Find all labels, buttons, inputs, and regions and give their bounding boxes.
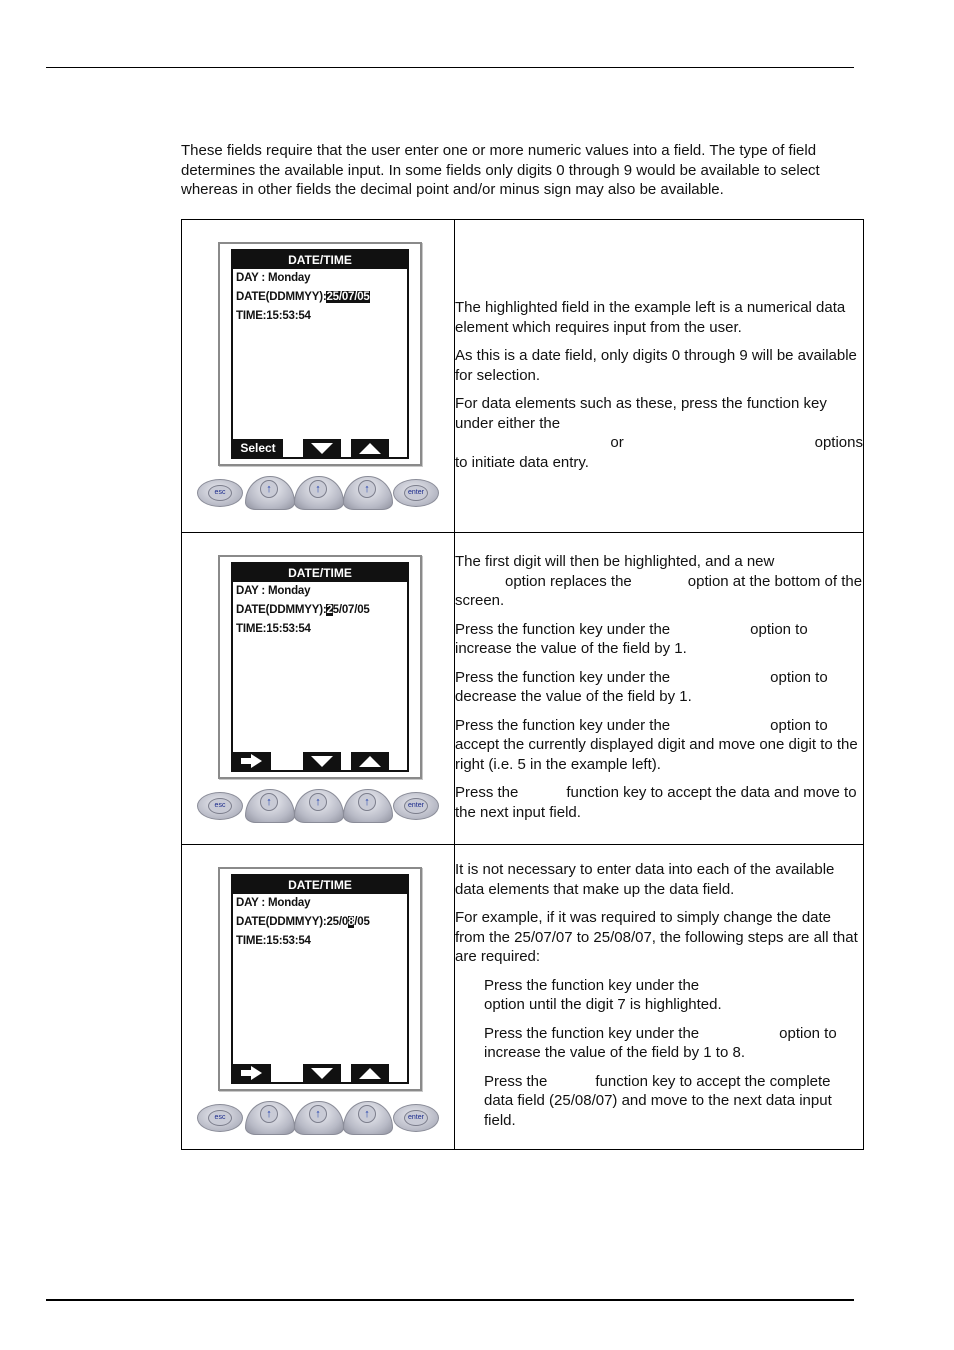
up-arrow-icon: ↑: [358, 793, 376, 811]
paragraph: Press the function key under the option to decrease the value of the field by 1.: [455, 668, 828, 705]
paragraph: For example, if it was required to simply change the date from the 25/07/07 to 25/08/07, the following steps are all that are required:: [455, 909, 858, 965]
date-highlight: 2: [326, 604, 333, 616]
paragraph: Press the function key under the option to increase the value of the field by 1.: [455, 620, 808, 657]
day-line: DAY : Monday: [236, 585, 311, 597]
triangle-up-icon: [351, 439, 389, 457]
esc-key[interactable]: esc: [197, 792, 243, 820]
triangle-down-icon: [303, 439, 341, 457]
up-arrow-icon: ↑: [309, 480, 327, 498]
paragraph: It is not necessary to enter data into each of the available data elements that make up the data field.: [455, 861, 835, 898]
function-key-1[interactable]: [245, 787, 293, 823]
day-line: DAY : Monday: [236, 897, 311, 909]
select-softkey: Select: [233, 439, 283, 457]
time-line: TIME:15:53:54: [236, 935, 311, 947]
triangle-up-icon: [351, 752, 389, 770]
function-key-2[interactable]: [294, 1099, 342, 1135]
paragraph: For data elements such as these, press the function key under either the or options to initiate data entry.: [455, 395, 863, 471]
triangle-down-icon: [303, 1064, 341, 1082]
device-screen: [218, 555, 422, 779]
screen-title: DATE/TIME: [233, 876, 407, 894]
keypad: [197, 787, 439, 825]
paragraph: Press the function key under the option to accept the currently displayed digit and move one digit to the right (i.e. 5 in the example left).: [455, 716, 858, 773]
paragraph: The first digit will then be highlighted, and a new option replaces the option at the bottom of the screen.: [455, 553, 863, 609]
device-illustration-cell: [182, 533, 455, 845]
intro-paragraph: These fields require that the user enter one or more numeric values into a field. The type of field determines the available input. In some fields only digits 0 through 9 would be available to select whereas in other fields the decimal point and/or minus sign may also be available.: [181, 142, 820, 198]
triangle-up-icon: [351, 1064, 389, 1082]
up-arrow-icon: ↑: [309, 793, 327, 811]
date-line: DATE(DDMMYY):25/08/05: [236, 916, 370, 928]
date-highlight: 8: [348, 916, 355, 928]
esc-key[interactable]: esc: [197, 479, 243, 507]
arrow-right-icon: [233, 752, 271, 770]
paragraph: As this is a date field, only digits 0 through 9 will be available for selection.: [455, 347, 857, 384]
device-screen: [218, 867, 422, 1091]
device-illustration: [182, 533, 454, 843]
device-illustration: [182, 845, 454, 1148]
device-illustration-cell: [182, 220, 455, 533]
date-line: DATE(DDMMYY):25/07/05: [236, 291, 370, 303]
instructions-cell: [455, 845, 864, 1150]
function-key-2[interactable]: [294, 474, 342, 510]
device-illustration: [182, 220, 454, 531]
function-key-3[interactable]: [343, 474, 391, 510]
enter-key[interactable]: enter: [393, 792, 439, 820]
function-key-1[interactable]: [245, 1099, 293, 1135]
up-arrow-icon: ↑: [260, 480, 278, 498]
instructions-cell: [455, 220, 864, 533]
device-screen: [218, 242, 422, 466]
table-row: [182, 220, 864, 533]
softkey-bar: [233, 439, 407, 457]
triangle-down-icon: [303, 752, 341, 770]
day-line: DAY : Monday: [236, 272, 311, 284]
date-line: DATE(DDMMYY):25/07/05: [236, 604, 370, 616]
screen-title: DATE/TIME: [233, 564, 407, 582]
softkey-bar: [233, 1064, 407, 1082]
paragraph: The highlighted field in the example left is a numerical data element which requires input from the user.: [455, 299, 846, 336]
step-2: Press the function key under the option to increase the value of the field by 1 to 8.: [484, 1024, 837, 1061]
paragraph: Press the function key to accept the data and move to the next input field.: [455, 784, 857, 821]
header-rule: [46, 67, 854, 68]
function-key-2[interactable]: [294, 787, 342, 823]
screen-title: DATE/TIME: [233, 251, 407, 269]
softkey-bar: [233, 752, 407, 770]
up-arrow-icon: ↑: [358, 480, 376, 498]
date-highlight: 25/07/05: [326, 291, 370, 303]
up-arrow-icon: ↑: [260, 793, 278, 811]
function-key-3[interactable]: [343, 787, 391, 823]
keypad: [197, 1099, 439, 1137]
device-illustration-cell: [182, 845, 455, 1150]
up-arrow-icon: ↑: [260, 1105, 278, 1123]
up-arrow-icon: ↑: [358, 1105, 376, 1123]
instructions-cell: [455, 533, 864, 845]
enter-key[interactable]: enter: [393, 1104, 439, 1132]
enter-key[interactable]: enter: [393, 479, 439, 507]
arrow-right-icon: [233, 1064, 271, 1082]
step-1: Press the function key under the option until the digit 7 is highlighted.: [484, 976, 722, 1013]
time-line: TIME:15:53:54: [236, 623, 311, 635]
table-row: [182, 533, 864, 845]
keypad: [197, 474, 439, 512]
up-arrow-icon: ↑: [309, 1105, 327, 1123]
time-line: TIME:15:53:54: [236, 310, 311, 322]
steps-table: [181, 219, 864, 1150]
step-3: Press the function key to accept the complete data field (25/08/07) and move to the next data input field.: [484, 1072, 832, 1129]
function-key-3[interactable]: [343, 1099, 391, 1135]
function-key-1[interactable]: [245, 474, 293, 510]
esc-key[interactable]: esc: [197, 1104, 243, 1132]
table-row: [182, 845, 864, 1150]
footer-rule: [46, 1299, 854, 1301]
